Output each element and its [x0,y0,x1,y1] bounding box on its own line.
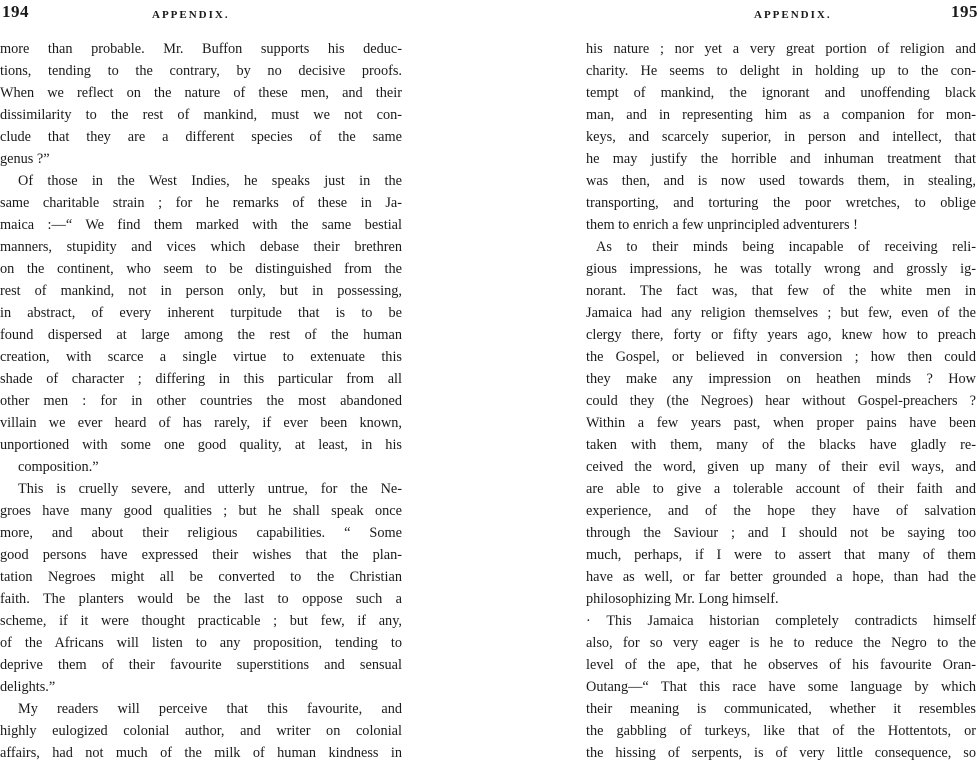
text-line: tempt of mankind, the ignorant and unoffending black [586,85,976,101]
text-line: This is cruelly severe, and utterly untrue, for the Ne- [18,481,402,497]
text-line: more than probable. Mr. Buffon supports his deduc- [0,41,402,57]
page-body [0,38,404,764]
text-line: norant. The fact was, that few of the white men in [586,283,976,299]
text-line: man, and in representing him as a companion for mon- [586,107,976,123]
text-line: As to their minds being incapable of receiving reli- [596,239,976,255]
text-line: clude that they are a different species of the same [0,129,402,145]
text-line: tation Negroes might all be converted to the Christian [0,569,402,585]
text-line: they make any impression on heathen minds ? How [586,371,976,387]
text-line: the Gospel, or believed in conversion ; how then could [586,349,976,365]
text-line: keys, and scarcely superior, in person and intellect, that [586,129,976,145]
text-line: their meaning is communicated, whether it resembles [586,701,976,717]
text-line: could they (the Negroes) hear without Gospel-preachers ? [586,393,976,409]
text-line: experience, and of the hope they have of salvation [586,503,976,519]
text-line: ceived the word, given up many of their evil ways, and [586,459,976,475]
text-line: charity. He seems to delight in holding up to the con- [586,63,976,79]
text-line: the hissing of serpents, is of very little consequence, so [586,745,976,761]
text-line: highly eulogized colonial author, and writer on colonial [0,723,402,739]
page-number: 195 [951,2,978,21]
text-line: composition.” [18,459,99,475]
page-number: 194 [2,2,29,21]
text-line: genus ?” [0,151,50,167]
text-line: When we reflect on the nature of these men, and their [0,85,402,101]
text-line: philosophizing Mr. Long himself. [586,591,779,607]
text-line: he may justify the horrible and inhuman treatment that [586,151,976,167]
text-line: tions, tending to the contrary, by no decisive proofs. [0,63,402,79]
text-line: deprive them of their favourite superstitions and sensual [0,657,402,673]
text-line: delights.” [0,679,56,695]
text-line: maica :—“ We find them marked with the same bestial [0,217,402,233]
text-line: through the Saviour ; and I should not be saying too [586,525,976,541]
text-line: Within a few years past, when proper pains have been [586,415,976,431]
running-header: APPENDIX. [754,9,832,21]
text-line: his nature ; nor yet a very great portion of religion and [586,41,976,57]
text-line: on the continent, who seem to be distinguished from the [0,261,402,277]
text-line: level of the ape, that he observes of his favourite Oran- [586,657,976,673]
text-line: rest of mankind, not in person only, but in possessing, [0,283,402,299]
text-line: more, and about their religious capabilities. “ Some [0,525,402,541]
text-line: are able to give a tolerable account of their faith and [586,481,976,497]
text-line: manners, stupidity and vices which debase their brethren [0,239,402,255]
text-line: good persons have expressed their wishes that the plan- [0,547,402,563]
text-line: the gabbling of turkeys, like that of the Hottentots, or [586,723,976,739]
left-page [0,0,404,761]
text-line: also, for so very eager is he to reduce the Negro to the [586,635,976,651]
text-line: groes have many good qualities ; but he shall speak once [0,503,402,519]
text-line: villain we ever heard of has rarely, if ever been known, [0,415,402,431]
running-header: APPENDIX. [152,9,230,21]
text-line: of the Africans will listen to any proposition, tending to [0,635,402,651]
text-line: shade of character ; differing in this particular from all [0,371,402,387]
text-line: dissimilarity to the rest of mankind, must we not con- [0,107,402,123]
text-line: Jamaica had any religion themselves ; but few, even of the [586,305,976,321]
text-line: Of those in the West Indies, he speaks just in the [18,173,402,189]
text-line: them to enrich a few unprincipled adventurers ! [586,217,858,233]
text-line: Outang—“ That this race have some language by which [586,679,976,695]
text-line: unportioned with some one good quality, at least, in his [0,437,402,453]
text-line: affairs, had not much of the milk of human kindness in [0,745,402,761]
text-line: found dispersed at large among the rest of the human [0,327,402,343]
text-line: clergy there, forty or fifty years ago, knew how to preach [586,327,976,343]
text-line: faith. The planters would be the last to oppose such a [0,591,402,607]
text-line: gious impressions, he was totally wrong and grossly ig- [586,261,976,277]
text-line: much, perhaps, if I were to assert that many of them [586,547,976,563]
text-line: same charitable strain ; for he remarks of these in Ja- [0,195,402,211]
page-body [586,38,978,764]
text-line: taken with them, many of the blacks have gladly re- [586,437,976,453]
text-line: · This Jamaica historian completely contradicts himself [586,613,976,629]
text-line: have as well, or far better grounded a hope, than had the [586,569,976,585]
right-page [586,0,978,761]
text-line: My readers will perceive that this favourite, and [18,701,402,717]
text-line: creation, with scarce a single virtue to extenuate this [0,349,402,365]
text-line: transporting, and torturing the poor wretches, to oblige [586,195,976,211]
text-line: scheme, if it were thought practicable ; but few, if any, [0,613,402,629]
text-line: was then, and is now used towards them, in stealing, [586,173,976,189]
text-line: in abstract, of every inherent turpitude that is to be [0,305,402,321]
text-line: other men : for in other countries the most abandoned [0,393,402,409]
